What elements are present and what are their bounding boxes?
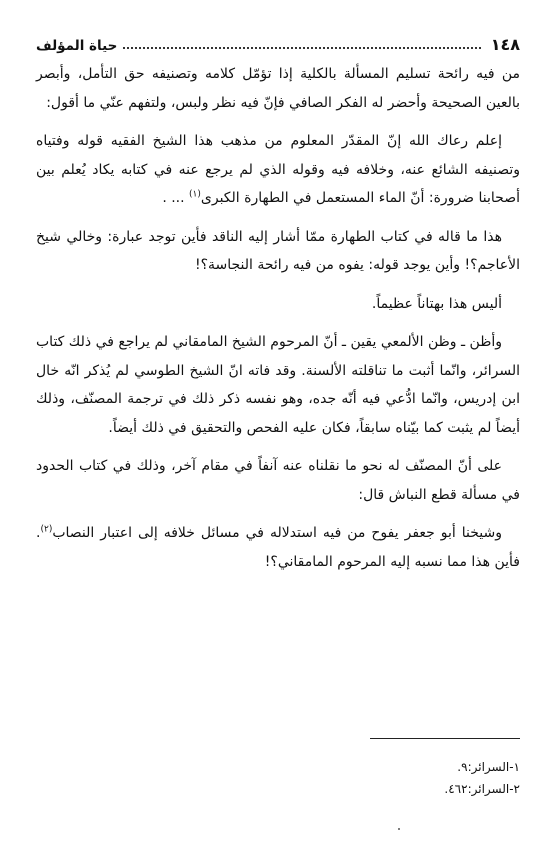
page-body xyxy=(36,60,520,576)
footnote-1: ١-السرائر:٩. xyxy=(457,760,520,774)
paragraph-5: وأظن ـ وظن الألمعي يقين ـ أنّ المرحوم الشيخ المامقاني لم يراجع في ذلك كتاب السرائر، وانّما أثبت ما تناقلته الألسنة. وقد فاته انّ الشيخ الطوسي لم يُذكر انّه خال ابن إدريس، وانّما ادُّعي فيه أنّه جده، وهو نفسه ذكر ذلك في ترجمة المصنّف، وذلك أيضاً لم يثبت كما بيّناه سابقاً، فكان عليه الفحص والتحقيق في ذلك أيضاً. xyxy=(36,334,520,436)
paragraph-3: هذا ما قاله في كتاب الطهارة ممّا أشار إليه الناقد فأين توجد عبارة: وخالي شيخ الأعاجم؟! وأين يوجد قوله: يفوه من فيه رائحة النجاسة؟! xyxy=(36,228,520,273)
paragraph-2 xyxy=(36,127,520,213)
paragraph-7 xyxy=(36,519,520,576)
paragraph-4: أليس هذا بهتاناً عظيماً. xyxy=(371,295,502,312)
footnote-separator xyxy=(370,738,520,739)
paragraph-7-text: وشيخنا أبو جعفر يفوح من فيه استدلاله في مسائل خلافه إلى اعتبار النصاب xyxy=(52,525,502,541)
footnote-marker-1: (١) xyxy=(189,189,201,200)
footnote-marker-2: (٢) xyxy=(40,524,53,535)
page-number: ١٤٨ xyxy=(490,35,520,54)
paragraph-7-tail: . فأين هذا مما نسبه إليه المرحوم المامقاني؟! xyxy=(36,525,520,570)
paragraph-6: على أنّ المصنّف له نحو ما نقلناه عنه آنفاً في مقام آخر، وذلك في كتاب الحدود في مسألة قطع النباش قال: xyxy=(36,458,520,503)
paragraph-1: من فيه رائحة تسليم المسألة بالكلية إذا تؤمّل كلامه وتصنيفه حق التأمل، وأبصر بالعين الصحيحة وأحضر له الفكر الصافي فإنّ فيه نظر ولبس، ولتفهم عنّي ما أقول: xyxy=(36,66,520,111)
page-header xyxy=(36,32,520,54)
header-dotted-leader xyxy=(123,46,480,49)
page-mark-dot xyxy=(398,828,400,830)
footnote-2: ٢-السرائر:٤٦٢. xyxy=(444,782,520,796)
footnotes xyxy=(320,756,520,800)
paragraph-2-ellipsis: ... . xyxy=(162,190,190,206)
paragraph-2-text: إعلم رعاك الله إنّ المقدّر المعلوم من مذهب هذا الشيخ الفقيه قوله وفتياه وتصنيفه الشائع عنه، وخلافه فيه وقوله الذي لم يرجع عنه في كتابه يكاد يُعلم بين أصحابنا ضرورة: أنّ الماء المستعمل في الطهارة الكبرى xyxy=(36,133,520,206)
running-title: حياة المؤلف xyxy=(36,38,118,54)
